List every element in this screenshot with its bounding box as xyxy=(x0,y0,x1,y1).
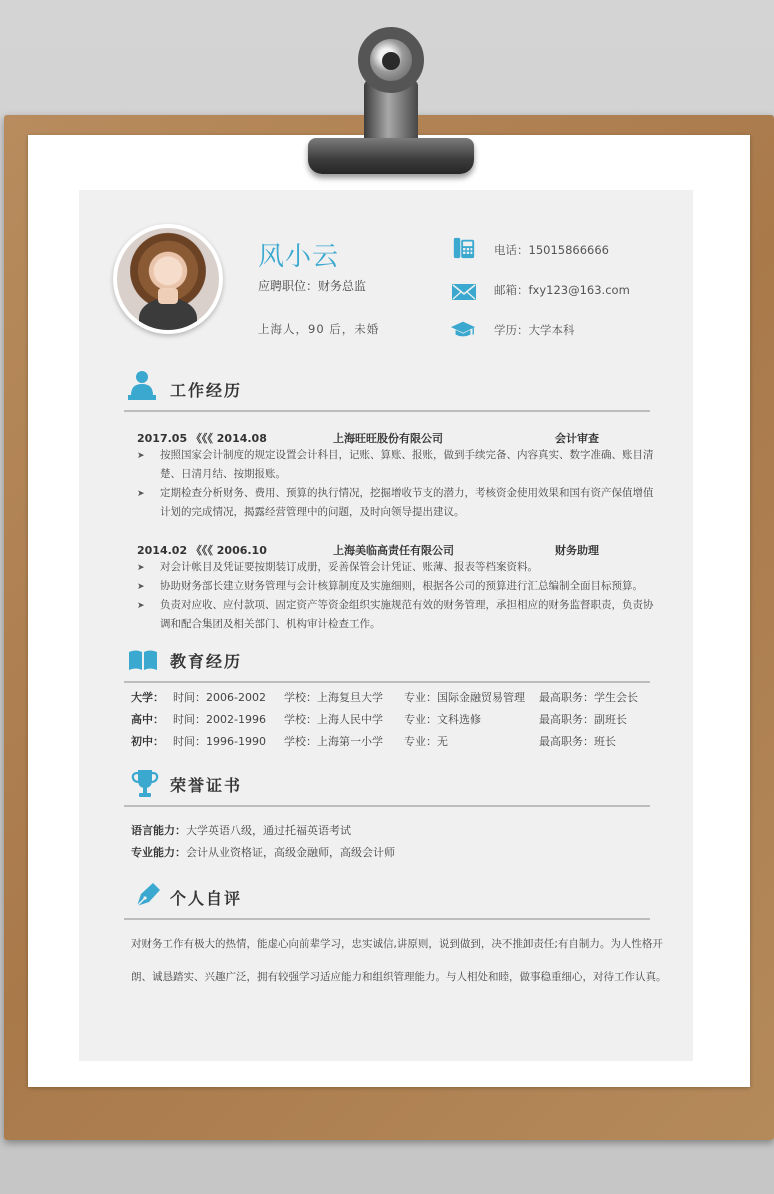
job-period: 2017.05 《《《 2014.08 xyxy=(137,432,267,445)
job-role: 财务助理 xyxy=(555,544,599,557)
section-divider xyxy=(124,918,650,920)
profile-bio: 上海人，90 后，未婚 xyxy=(258,322,380,336)
job-company: 上海美临高责任有限公司 xyxy=(333,544,454,557)
edu-major: 专业：无 xyxy=(404,735,448,748)
profile-position: 应聘职位：财务总监 xyxy=(258,279,367,293)
contact-education: 学历：大学本科 xyxy=(494,323,575,337)
bullet-icon: ➤ xyxy=(137,601,145,611)
contact-phone: 电话：15015866666 xyxy=(494,243,609,257)
binder-clip-base xyxy=(308,138,474,174)
bullet-icon: ➤ xyxy=(137,563,145,573)
worker-icon xyxy=(127,369,157,401)
edu-school: 学校：上海第一小学 xyxy=(284,735,383,748)
section-title-self: 个人自评 xyxy=(170,889,243,908)
honor-item xyxy=(131,822,351,838)
section-divider xyxy=(124,410,650,412)
job-duty: 协助财务部长建立财务管理与会计核算制度及实施细则，根据各公司的预算进行汇总编制全面目标预算。 xyxy=(160,580,643,592)
section-title-education: 教育经历 xyxy=(170,652,243,671)
section-title-work: 工作经历 xyxy=(170,381,243,400)
self-evaluation-text: 对财务工作有极大的热情，能虚心向前辈学习，忠实诚信,讲原则，说到做到，决不推卸责任;有自制力。为人性格开朗、诚恳踏实、兴趣广泛，拥有较强学习适应能力和组织管理能力。与人相处和睦，做事稳重细心，对待工作认真。 xyxy=(131,938,667,983)
honor-label: 专业能力： xyxy=(131,846,186,859)
profile-name: 风小云 xyxy=(258,242,340,272)
honor-text: 大学英语八级，通过托福英语考试 xyxy=(186,824,351,837)
edu-major: 专业：国际金融贸易管理 xyxy=(404,691,525,704)
edu-post: 最高职务：学生会长 xyxy=(539,691,638,704)
job-period: 2014.02 《《《 2006.10 xyxy=(137,544,267,557)
honor-item xyxy=(131,844,395,860)
pen-icon xyxy=(133,880,163,910)
honor-label: 语言能力： xyxy=(131,824,186,837)
edu-post: 最高职务：副班长 xyxy=(539,713,627,726)
edu-school: 学校：上海复旦大学 xyxy=(284,691,383,704)
edu-level: 大学： xyxy=(131,691,164,704)
edu-level: 高中： xyxy=(131,713,164,726)
edu-post: 最高职务：班长 xyxy=(539,735,616,748)
job-company: 上海旺旺股份有限公司 xyxy=(333,432,443,445)
book-icon xyxy=(128,649,158,671)
mail-icon xyxy=(451,280,477,304)
edu-level: 初中： xyxy=(131,735,164,748)
section-divider xyxy=(124,681,650,683)
trophy-icon xyxy=(131,768,159,800)
honor-text: 会计从业资格证，高级金融师，高级会计师 xyxy=(186,846,395,859)
graduation-cap-icon xyxy=(450,317,476,341)
edu-time: 时间：2002-1996 xyxy=(173,713,266,726)
job-duty: 对会计帐目及凭证要按期装订成册，妥善保管会计凭证、账薄、报表等档案资料。 xyxy=(160,561,538,573)
contact-email: 邮箱：fxy123@163.com xyxy=(494,283,630,297)
edu-major: 专业：文科选修 xyxy=(404,713,481,726)
binder-clip-hole xyxy=(382,52,400,70)
phone-icon xyxy=(451,236,477,260)
edu-time: 时间：2006-2002 xyxy=(173,691,266,704)
section-title-honors: 荣誉证书 xyxy=(170,776,243,795)
avatar-image xyxy=(117,228,219,330)
job-duty: 按照国家会计制度的规定设置会计科目，记账、算账、报账，做到手续完备、内容真实、数字准确、账目清楚、日清月结、按期报账。 xyxy=(160,449,654,480)
avatar xyxy=(113,224,223,334)
job-duty: 负责对应收、应付款项、固定资产等资金组织实施规范有效的财务管理，承担相应的财务监督职责，负责协调和配合集团及相关部门、机构审计检查工作。 xyxy=(160,599,654,630)
bullet-icon: ➤ xyxy=(137,582,145,592)
bullet-icon: ➤ xyxy=(137,489,145,499)
section-divider xyxy=(124,805,650,807)
job-duty: 定期检查分析财务、费用、预算的执行情况，挖掘增收节支的潜力，考核资金使用效果和国有资产保值增值计划的完成情况，揭露经营管理中的问题，及时向领导提出建议。 xyxy=(160,487,654,518)
edu-time: 时间：1996-1990 xyxy=(173,735,266,748)
edu-school: 学校：上海人民中学 xyxy=(284,713,383,726)
avatar-neck xyxy=(158,288,178,304)
bullet-icon: ➤ xyxy=(137,451,145,461)
job-role: 会计审查 xyxy=(555,432,599,445)
